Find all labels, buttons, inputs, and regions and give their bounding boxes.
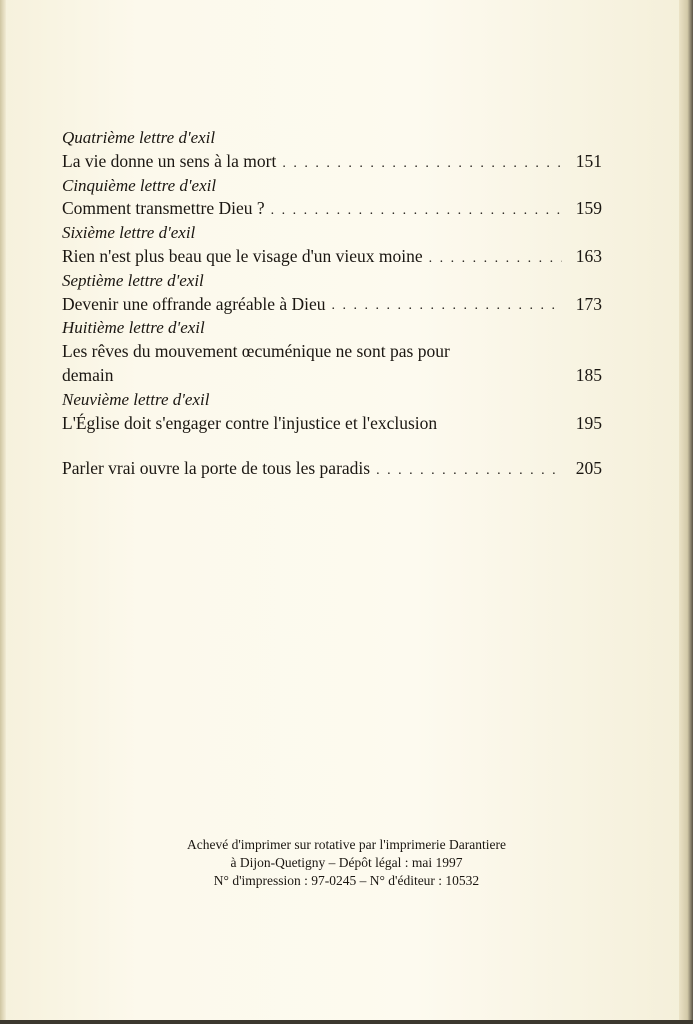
- toc-entry-title: Rien n'est plus beau que le visage d'un vieux moine: [62, 245, 423, 266]
- leader-dots: [429, 249, 562, 269]
- colophon-printer: Achevé d'imprimer sur rotative par l'imprimerie Darantiere: [187, 837, 506, 852]
- table-of-contents: [62, 126, 602, 481]
- toc-entry-page: 195: [575, 412, 602, 433]
- leader-dots: [332, 296, 563, 316]
- page-bottom-edge: [0, 1020, 693, 1024]
- leader-dots: [282, 154, 562, 174]
- toc-entry-title: La vie donne un sens à la mort: [62, 150, 277, 171]
- toc-entry-page: 159: [575, 198, 602, 219]
- section-heading: Cinquième lettre d'exil: [62, 175, 217, 195]
- toc-entry-title: Devenir une offrande agréable à Dieu: [62, 293, 326, 314]
- toc-entry-page: 205: [575, 458, 602, 479]
- toc-entry-title: Comment transmettre Dieu ?: [62, 198, 265, 219]
- toc-entry: [62, 197, 602, 221]
- toc-entry: [62, 364, 602, 388]
- toc-entry: [62, 412, 602, 436]
- toc-entry: [62, 150, 602, 174]
- section-heading: Quatrième lettre d'exil: [62, 128, 216, 147]
- toc-entry-page: 151: [575, 150, 602, 171]
- section-heading: Neuvième lettre d'exil: [62, 389, 210, 409]
- colophon-legal-deposit: à Dijon-Quetigny – Dépôt légal : mai 1997: [230, 855, 463, 870]
- toc-entry: [62, 293, 602, 317]
- toc-entry-title-line: Les rêves du mouvement œcuménique ne sont pas pour: [62, 341, 450, 362]
- toc-entry-title: demain: [62, 364, 114, 385]
- colophon-numbers: N° d'impression : 97-0245 – N° d'éditeur : 10532: [213, 873, 480, 888]
- toc-entry: [62, 245, 602, 269]
- leader-dots: [376, 461, 562, 481]
- leader-dots: [271, 201, 562, 221]
- toc-entry: [62, 457, 602, 481]
- toc-entry-title: L'Église doit s'engager contre l'injustice et l'exclusion: [62, 412, 438, 433]
- section-heading: Septième lettre d'exil: [62, 270, 204, 290]
- toc-entry-page: 173: [575, 293, 602, 314]
- section-heading: Sixième lettre d'exil: [62, 223, 196, 243]
- section-heading: Huitième lettre d'exil: [62, 318, 205, 338]
- toc-entry-page: 185: [575, 364, 602, 385]
- toc-entry-page: 163: [575, 245, 602, 266]
- toc-entry-title: Parler vrai ouvre la porte de tous les paradis: [62, 458, 371, 479]
- colophon: [0, 836, 693, 890]
